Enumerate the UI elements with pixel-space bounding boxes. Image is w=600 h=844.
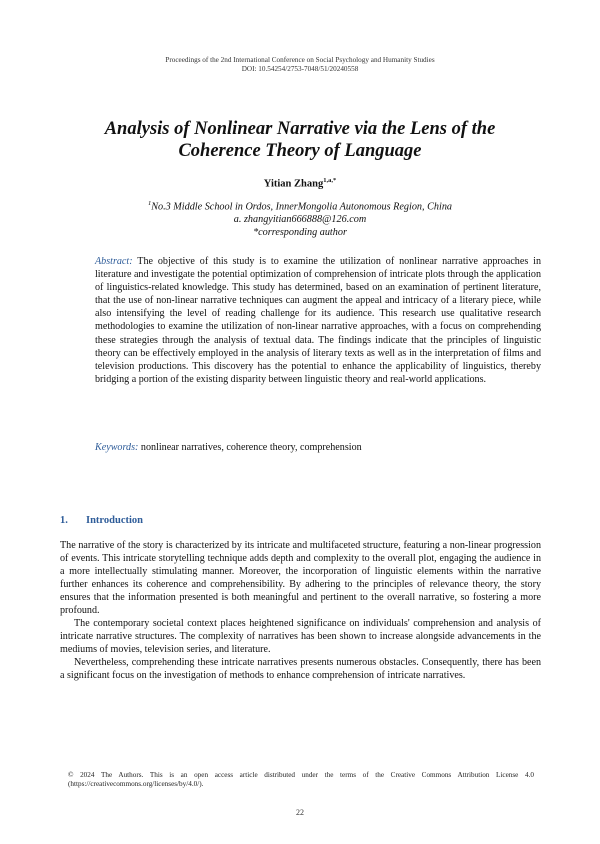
section-number: 1. (60, 515, 68, 526)
affiliation-institution-line (0, 197, 600, 213)
paper-title (60, 118, 540, 162)
author-marks: 1,a,* (323, 177, 337, 184)
title-line-1: Analysis of Nonlinear Narrative via the Lens of the (104, 119, 496, 139)
keywords (95, 441, 541, 454)
affiliation-mark: 1 (147, 200, 152, 207)
affiliation-institution: No.3 Middle School in Ordos, InnerMongolia Autonomous Region, China (151, 201, 453, 213)
body-text (60, 539, 541, 683)
abstract-label: Abstract: (95, 256, 133, 267)
license-note: © 2024 The Authors. This is an open access article distributed under the terms of the Creative Commons Attribution License 4.0 (https://creativecommons.org/licenses/by/4.0/). (68, 771, 534, 789)
author-line (0, 177, 600, 190)
keywords-label: Keywords: (95, 442, 139, 453)
abstract-text: The objective of this study is to examine the utilization of nonlinear narrative approaches in literature and investigate the potential optimization of comprehension of intricate plots through the application of linguistics-related knowledge. This study has determined, based on an examination of pertinent literature, that the use of non-linear narrative techniques can augment the appeal and intricacy of a literary piece, while also intensifying the level of reading challenge for its audience. This research use qualitative research methodologies to examine the utilization of non-linear narrative approaches, with a focus on comprehending these strategies through the analysis of textual data. The findings indicate that the principles of linguistic theory can be effectively employed in the analysis of literary texts as well as in the interpretation of films and television productions. This discovery has the potential to enhance the applicability of linguistics, thereby bridging a portion of the existing disparity between linguistic theory and real-world applications. (95, 256, 541, 385)
paragraph: The narrative of the story is characterized by its intricate and multifaceted structure, featuring a non-linear progression of events. This intricate storytelling technique adds depth and complexity to the overall plot, engaging the audience in a more intellectually stimulating manner. Moreover, the incorporation of linguistic elements within the narrative further enhances its coherence and comprehensibility. By adhering to the principles of relevance theory, the story ensures that the information presented is both meaningful and pertinent to the overall narrative, so fostering a more profound. (60, 540, 541, 617)
section-title: Introduction (86, 515, 143, 526)
header-doi: DOI: 10.54254/2753-7048/51/20240558 (241, 65, 359, 73)
section-heading (60, 515, 540, 526)
proceedings-header (0, 56, 600, 74)
paragraph: Nevertheless, comprehending these intricate narratives presents numerous obstacles. Consequently, there has been a significant focus on the investigation of methods to enhance comprehension of intricate narratives. (60, 657, 541, 682)
paragraph: The contemporary societal context places heightened significance on individuals' comprehension and analysis of intricate narrative structures. The complexity of narratives has been shown to increase alongside advancements in the mediums of movies, television series, and literature. (60, 618, 541, 656)
affiliation-block (0, 197, 600, 239)
title-line-2: Coherence Theory of Language (178, 141, 422, 161)
header-conference: Proceedings of the 2nd International Conference on Social Psychology and Humanity Studies (165, 56, 435, 64)
corresponding-author-note: *corresponding author (253, 227, 347, 239)
abstract (95, 255, 541, 386)
affiliation-email[interactable]: a. zhangyitian666888@126.com (233, 214, 367, 226)
page-number: 22 (296, 808, 304, 817)
keywords-text: nonlinear narratives, coherence theory, comprehension (140, 442, 362, 453)
author-name: Yitian Zhang (263, 178, 324, 190)
